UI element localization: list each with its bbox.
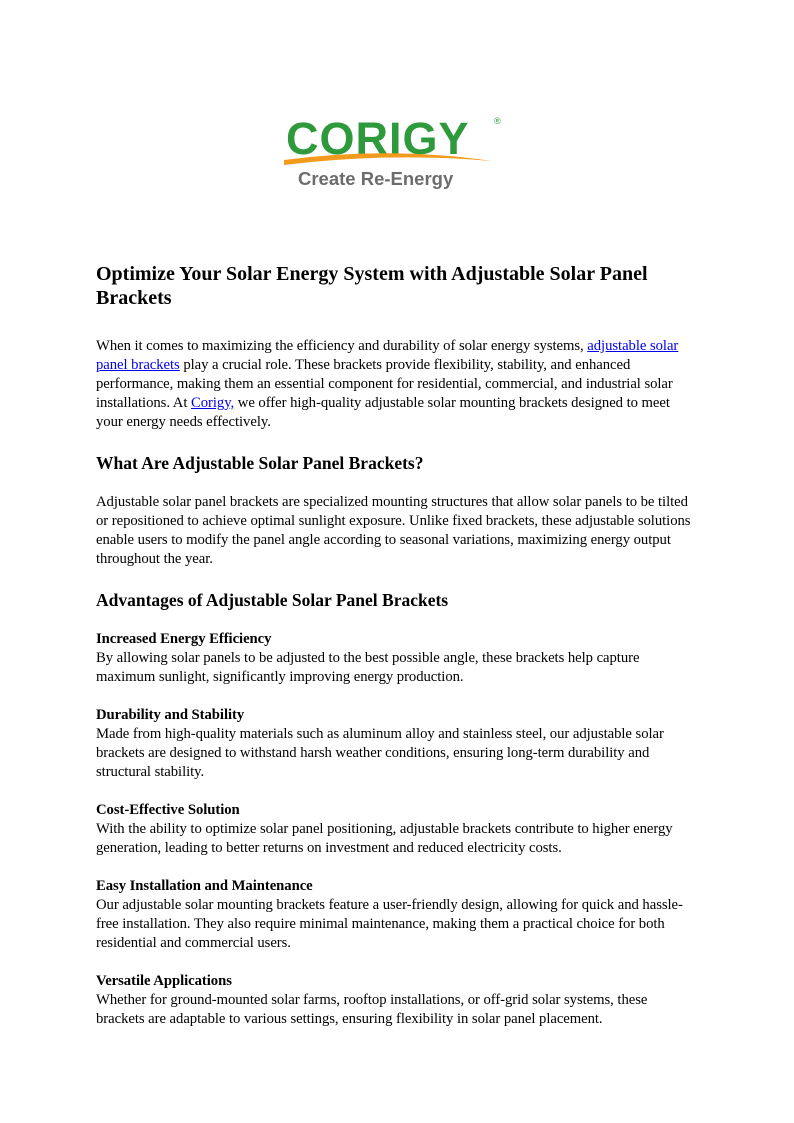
intro-text-mid: play a crucial role. These brackets provide flexibility, stability, and enhanced performance, making them an essential component for residential, commercial, and industrial solar installations. At — [96, 357, 673, 411]
logo-tagline: Create Re-Energy — [298, 168, 454, 189]
advantage-body: By allowing solar panels to be adjusted to the best possible angle, these brackets help capture maximum sunlight, significantly improving energy production. — [96, 650, 640, 685]
intro-text-end: we offer high-quality adjustable solar mounting brackets designed to meet your energy needs effectively. — [96, 395, 670, 430]
advantage-title: Versatile Applications — [96, 973, 232, 989]
advantage-item — [96, 706, 696, 782]
advantage-title: Increased Energy Efficiency — [96, 631, 272, 647]
intro-paragraph — [96, 337, 696, 432]
advantage-body: Whether for ground-mounted solar farms, rooftop installations, or off-grid solar systems, these brackets are adaptable to various settings, ensuring flexibility in solar panel placement. — [96, 992, 648, 1027]
logo-brand: CORIGY — [286, 113, 470, 164]
corigy-logo — [280, 110, 510, 190]
section-heading-what-are: What Are Adjustable Solar Panel Brackets? — [96, 453, 424, 473]
advantage-body: Made from high-quality materials such as aluminum alloy and stainless steel, our adjustable solar brackets are designed to withstand harsh weather conditions, ensuring long-term durability and structural stability. — [96, 726, 664, 780]
advantage-title: Cost-Effective Solution — [96, 802, 240, 818]
advantage-item — [96, 972, 696, 1029]
advantage-item — [96, 877, 696, 953]
advantage-title: Durability and Stability — [96, 707, 245, 723]
section-what-are-body: Adjustable solar panel brackets are specialized mounting structures that allow solar panels to be tilted or repositioned to achieve optimal sunlight exposure. Unlike fixed brackets, these adjustable solutions enable users to modify the panel angle according to seasonal variations, maximizing energy output throughout the year. — [96, 494, 691, 567]
advantage-item — [96, 630, 696, 687]
advantage-title: Easy Installation and Maintenance — [96, 878, 313, 894]
page-title: Optimize Your Solar Energy System with Adjustable Solar Panel Brackets — [96, 263, 648, 309]
advantage-body: Our adjustable solar mounting brackets feature a user-friendly design, allowing for quick and hassle-free installation. They also require minimal maintenance, making them a practical choice for both residential and commercial users. — [96, 897, 683, 951]
registered-mark: ® — [494, 116, 501, 126]
section-heading-advantages: Advantages of Adjustable Solar Panel Brackets — [96, 590, 449, 610]
article — [96, 262, 696, 1048]
adjustable-brackets-link[interactable]: adjustable solar panel brackets — [96, 338, 679, 373]
logo-graphic — [280, 110, 510, 190]
advantage-body: With the ability to optimize solar panel positioning, adjustable brackets contribute to higher energy generation, leading to better returns on investment and reduced electricity costs. — [96, 821, 673, 856]
intro-text-start: When it comes to maximizing the efficiency and durability of solar energy systems, — [96, 338, 588, 354]
advantage-item — [96, 801, 696, 858]
corigy-link[interactable]: Corigy, — [190, 395, 235, 411]
